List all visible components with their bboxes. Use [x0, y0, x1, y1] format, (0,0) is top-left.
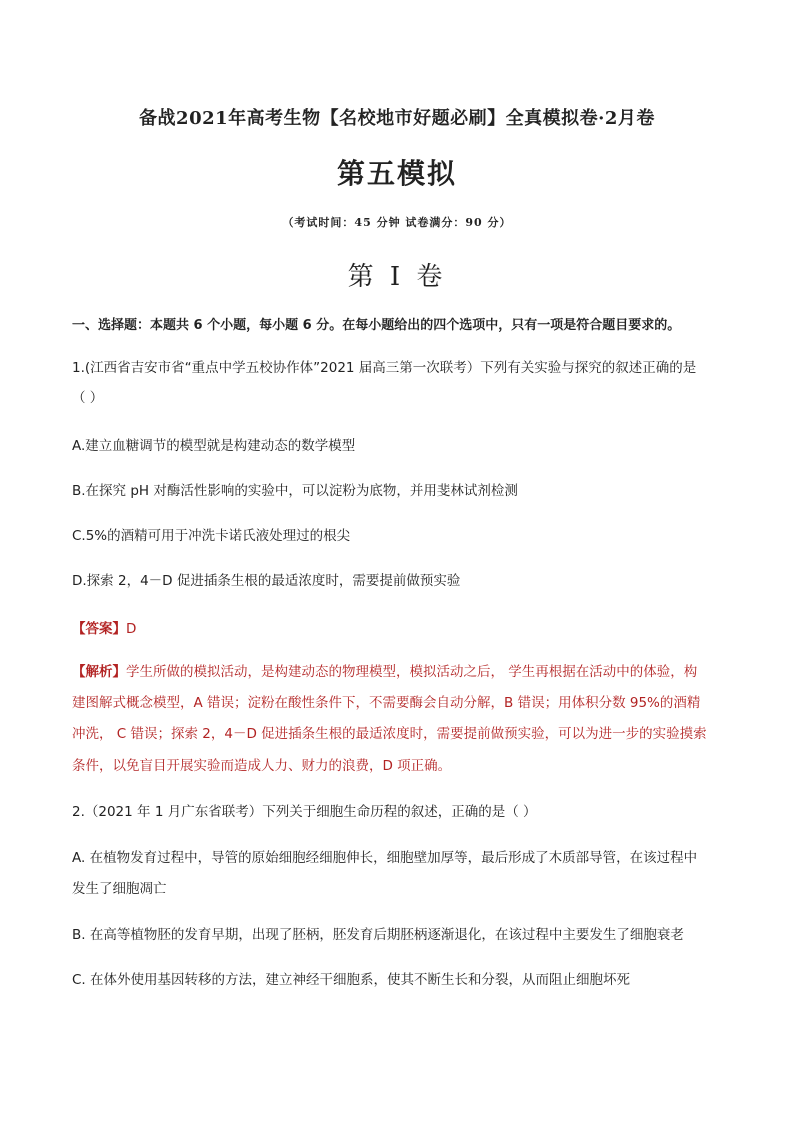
analysis-tag: 【解析】	[72, 664, 126, 680]
exam-info: （考试时间：45 分钟 试卷满分：90 分）	[282, 216, 512, 229]
q1-option-a: A.建立血糖调节的模型就是构建动态的数学模型	[72, 438, 356, 454]
q2-option-b: B. 在高等植物胚的发育早期，出现了胚柄，胚发育后期胚柄逐渐退化，在该过程中主要发生了细胞衰老	[72, 927, 684, 943]
q1-answer	[72, 617, 136, 637]
analysis-text: 学生所做的模拟活动，是构建动态的物理模型，模拟活动之后， 学生再根据在活动中的体验，构	[126, 664, 698, 680]
q1-option-b: B.在探究 pH 对酶活性影响的实验中，可以淀粉为底物，并用斐林试剂检测	[72, 483, 518, 499]
q2-option-a-line1: A. 在植物发育过程中，导管的原始细胞经细胞伸长，细胞壁加厚等，最后形成了木质部导管，在该过程中	[72, 850, 698, 866]
volume-title: 第 I 卷	[347, 262, 447, 292]
q1-stem-line1: 1.(江西省吉安市省“重点中学五校协作体”2021 届高三第一次联考）下列有关实验与探究的叙述正确的是	[72, 360, 697, 376]
q2-option-c: C. 在体外使用基因转移的方法，建立神经干细胞系，使其不断生长和分裂，从而阻止细胞坏死	[72, 972, 631, 988]
q1-analysis-line2: 建图解式概念模型，A 错误；淀粉在酸性条件下，不需要酶会自动分解，B 错误；用体积分数 95%的酒精	[72, 695, 701, 711]
main-title: 备战2021年高考生物【名校地市好题必刷】全真模拟卷·2月卷	[139, 108, 655, 129]
q1-stem-line2: （ ）	[72, 390, 104, 406]
q1-analysis-line3: 冲洗， C 错误；探索 2，4－D 促进插条生根的最适浓度时，需要提前做预实验，可以为进一步的实验摸索	[72, 726, 707, 742]
q1-option-c: C.5%的酒精可用于冲洗卡诺氏液处理过的根尖	[72, 528, 351, 544]
q1-analysis-line1	[72, 662, 732, 682]
q1-option-d: D.探索 2，4－D 促进插条生根的最适浓度时，需要提前做预实验	[72, 573, 461, 589]
q1-analysis-line4: 条件，以免盲目开展实验而造成人力、财力的浪费，D 项正确。	[72, 758, 452, 774]
section-heading: 一、选择题：本题共 6 个小题，每小题 6 分。在每小题给出的四个选项中，只有一项是符合题目要求的。	[72, 318, 681, 333]
q2-option-a-line2: 发生了细胞凋亡	[72, 881, 167, 897]
answer-tag: 【答案】	[72, 621, 126, 637]
answer-value: D	[126, 621, 137, 637]
sub-title: 第五模拟	[336, 157, 457, 190]
q2-stem: 2.（2021 年 1 月广东省联考）下列关于细胞生命历程的叙述，正确的是（ ）	[72, 804, 537, 820]
